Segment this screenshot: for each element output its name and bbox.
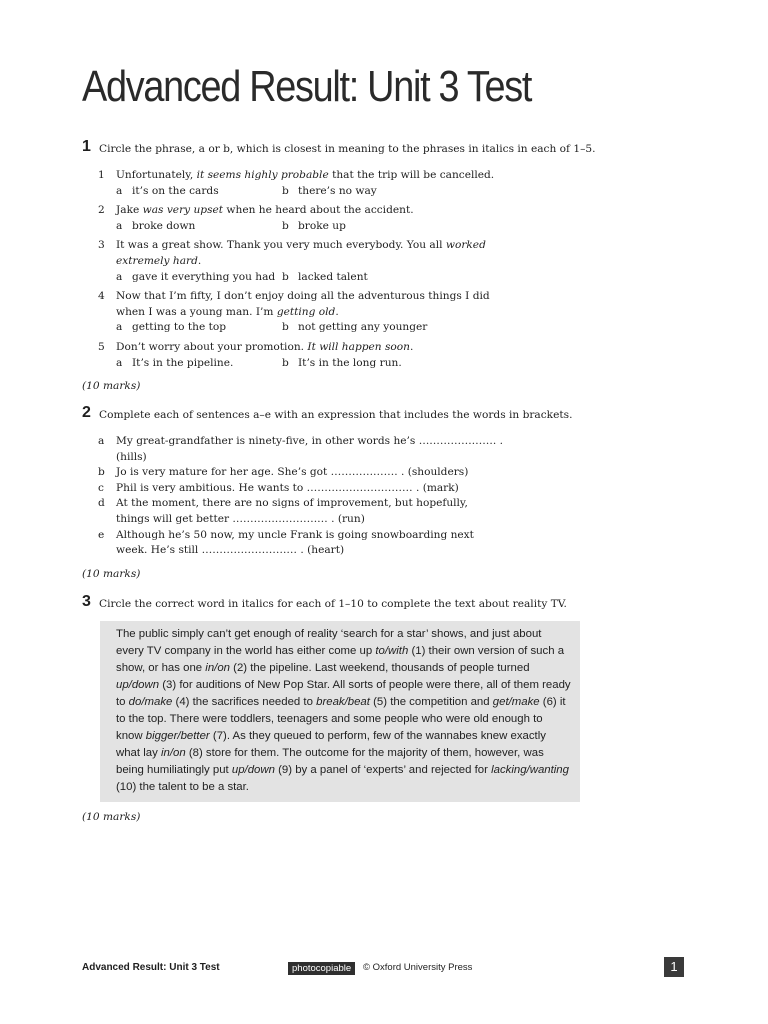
- question-item: [98, 289, 602, 336]
- section-number: 3: [82, 593, 91, 610]
- sentence-item: [98, 481, 602, 497]
- marks-label: (10 marks): [82, 567, 141, 580]
- question-text: [116, 289, 496, 320]
- option-b[interactable]: b broke up: [282, 219, 346, 232]
- option-a[interactable]: a it’s on the cards: [116, 184, 219, 197]
- sentence-item: [98, 496, 602, 527]
- question-text: [116, 340, 602, 356]
- sentence-item: [98, 528, 602, 559]
- question-item: [98, 203, 602, 234]
- question-text-start: It was a great show. Thank you very much everybody. You all: [116, 239, 446, 252]
- passage-text: The public simply can’t get enough of reality ‘search for a star’ shows, and just about every TV company in the world has either come up: [116, 628, 542, 657]
- passage-text: (8) store for them. The outcome for the majority of them, however, was being humiliatingly put: [116, 747, 544, 776]
- option-a[interactable]: a broke down: [116, 219, 196, 232]
- passage-text: (7). As they queued to perform, few of the wannabes knew exactly what lay: [116, 730, 546, 759]
- question-text: [116, 238, 486, 269]
- question-text-end: that the trip will be cancelled.: [328, 169, 495, 181]
- section-instruction: Circle the phrase, a or b, which is closest in meaning to the phrases in italics in each of 1–5.: [99, 143, 596, 155]
- section-3: [82, 593, 602, 823]
- question-number: 3: [98, 239, 105, 252]
- word-choice[interactable]: get/make: [492, 696, 540, 708]
- footer-title: Advanced Result: Unit 3 Test: [82, 962, 220, 973]
- question-item: [98, 238, 602, 285]
- option-a-text: broke down: [132, 219, 196, 232]
- question-text-end: when he heard about the accident.: [223, 204, 414, 217]
- page-title: Advanced Result: Unit 3 Test: [82, 62, 532, 111]
- option-b[interactable]: b there’s no way: [282, 184, 377, 197]
- italic-phrase: was very upset: [142, 204, 224, 217]
- passage-text: (10) the talent to be a star.: [116, 781, 249, 793]
- marks-label: (10 marks): [82, 380, 141, 393]
- option-a[interactable]: a It’s in the pipeline.: [116, 356, 234, 369]
- answer-options: [116, 184, 602, 200]
- sentence-letter: a: [98, 435, 105, 447]
- question-number: 4: [98, 290, 105, 303]
- question-number: 2: [98, 204, 105, 217]
- question-text: [116, 203, 602, 219]
- sentence-text[interactable]: My great-grandfather is ninety-five, in other words he’s …………………. . (hills): [116, 435, 503, 463]
- word-choice[interactable]: up/down: [231, 764, 275, 776]
- question-text-start: Unfortunately,: [116, 169, 197, 181]
- question-number: 5: [98, 340, 105, 353]
- passage-text: (6) it to the top. There were toddlers, teenagers and some people who were old enough to know: [116, 696, 566, 742]
- section-2-header: [82, 404, 602, 428]
- italic-phrase: worked extremely hard: [116, 239, 486, 267]
- question-text-end: .: [409, 340, 414, 353]
- question-text-start: Don’t worry about your promotion.: [116, 340, 308, 353]
- option-b-text: lacked talent: [298, 270, 368, 283]
- italic-phrase: getting old: [276, 305, 336, 318]
- section-2: [82, 404, 602, 580]
- answer-options: [116, 270, 486, 286]
- passage-text: (2) the pipeline. Last weekend, thousands of people turned: [230, 662, 530, 674]
- reality-tv-passage: [100, 621, 580, 802]
- option-a[interactable]: a gave it everything you had: [116, 270, 276, 283]
- sentence-letter: b: [98, 466, 105, 479]
- answer-options: [116, 320, 496, 336]
- section-instruction: Complete each of sentences a–e with an expression that includes the words in brackets.: [99, 409, 573, 421]
- option-b-text: broke up: [298, 219, 346, 232]
- passage-text: (1) their own version of such a show, or has one: [116, 645, 565, 674]
- section-1-header: [82, 138, 602, 162]
- marks-label: (10 marks): [82, 811, 141, 823]
- sentence-item: [98, 434, 602, 465]
- question-text-start: Now that I’m fifty, I don’t enjoy doing all the adventurous things I did when I was a young man. I’m: [116, 290, 490, 318]
- question-number: 1: [98, 169, 105, 181]
- copyright-text: © Oxford University Press: [363, 962, 473, 973]
- page-number: 1: [664, 957, 684, 977]
- sentence-text[interactable]: Although he’s 50 now, my uncle Frank is going snowboarding next week. He’s still ……………………… . (heart): [116, 528, 474, 557]
- word-choice[interactable]: break/beat: [316, 696, 370, 708]
- question-item: [98, 340, 602, 371]
- question-item: [98, 168, 602, 199]
- word-choice[interactable]: bigger/better: [145, 730, 210, 742]
- section-number: 2: [82, 404, 91, 421]
- question-text-start: Jake: [116, 204, 143, 217]
- question-text-end: .: [197, 254, 202, 267]
- question-text-end: .: [335, 305, 339, 318]
- section-instruction: Circle the correct word in italics for each of 1–10 to complete the text about reality TV.: [99, 598, 567, 610]
- word-choice[interactable]: up/down: [116, 679, 160, 691]
- option-a[interactable]: a getting to the top: [116, 321, 227, 334]
- italic-phrase: It will happen soon: [307, 340, 410, 353]
- sentence-letter: d: [98, 497, 105, 510]
- option-b-text: not getting any younger: [298, 321, 428, 334]
- answer-options: [116, 219, 602, 235]
- word-choice[interactable]: in/on: [205, 662, 230, 674]
- option-b[interactable]: b It’s in the long run.: [282, 356, 402, 369]
- passage-text: (9) by a panel of ‘experts’ and rejected for: [274, 764, 492, 776]
- option-a-text: getting to the top: [132, 321, 227, 334]
- passage-text: (3) for auditions of New Pop Star. All sorts of people were there, all of them ready to: [116, 679, 571, 708]
- option-a-text: gave it everything you had: [132, 270, 276, 283]
- word-choice[interactable]: do/make: [128, 696, 173, 708]
- sentence-letter: c: [98, 481, 104, 494]
- word-choice[interactable]: lacking/wanting: [491, 764, 569, 776]
- option-a-text: it’s on the cards: [132, 184, 219, 197]
- option-b-text: there’s no way: [298, 184, 377, 197]
- option-a-text: It’s in the pipeline.: [132, 356, 234, 369]
- photocopiable-badge: photocopiable: [288, 962, 355, 975]
- sentence-letter: e: [98, 528, 105, 541]
- word-choice[interactable]: to/with: [375, 645, 409, 657]
- section-1: [82, 138, 602, 393]
- answer-options: [116, 356, 602, 372]
- sentence-text[interactable]: Phil is very ambitious. He wants to ………………………… . (mark): [116, 481, 459, 494]
- section-3-header: [82, 593, 602, 617]
- sentence-text[interactable]: Jo is very mature for her age. She’s got ………………. . (shoulders): [116, 466, 469, 479]
- option-b[interactable]: b lacked talent: [282, 270, 368, 283]
- question-text: [116, 168, 602, 184]
- sentence-text[interactable]: At the moment, there are no signs of improvement, but hopefully, things will get better ……………………… . (run): [116, 497, 468, 525]
- section-number: 1: [82, 138, 91, 155]
- option-b[interactable]: b not getting any younger: [282, 321, 428, 334]
- sentence-item: [98, 465, 602, 481]
- word-choice[interactable]: in/on: [160, 747, 186, 759]
- option-b-text: It’s in the long run.: [298, 356, 402, 369]
- italic-phrase: it seems highly probable: [196, 169, 329, 181]
- passage-text: (5) the competition and: [369, 696, 493, 708]
- passage-text: (4) the sacrifices needed to: [172, 696, 317, 708]
